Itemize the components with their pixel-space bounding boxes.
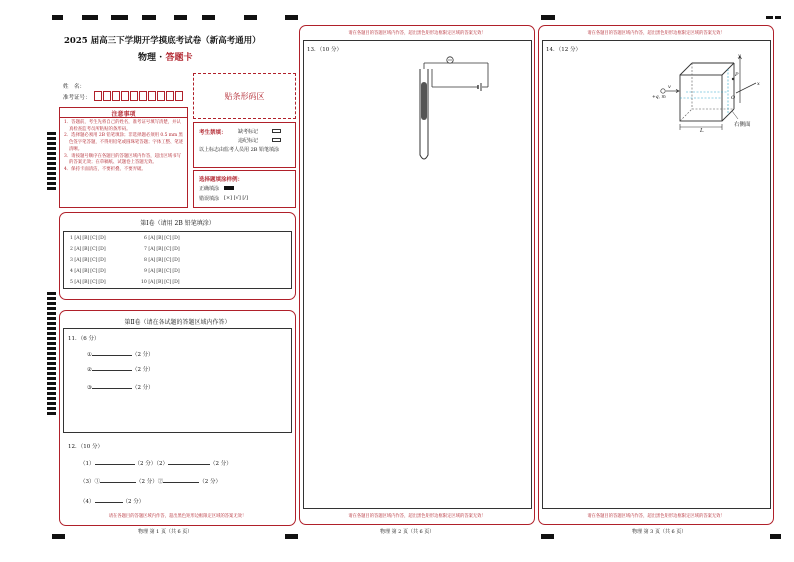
option-d[interactable]: [D]	[98, 236, 106, 241]
page1-notice: 请在各题目的答题区域内作答，超出黑色矩形边框限定区域的答案无效！	[108, 514, 247, 519]
page2-footer: 物理 第 2 页（共 6 页）	[380, 529, 435, 535]
choice-row[interactable]	[144, 269, 181, 274]
timing-mark	[47, 342, 56, 345]
option-a[interactable]: [A]	[148, 269, 156, 274]
section1-title: 第Ⅰ卷（请用 2B 铅笔填涂）	[140, 220, 215, 227]
label-l: L	[700, 128, 704, 134]
timing-mark	[47, 327, 56, 330]
title-separator: ·	[159, 53, 163, 63]
registration-mark	[52, 534, 65, 539]
correct-fill-label: 正确填涂	[199, 186, 220, 192]
id-boxes[interactable]	[94, 91, 187, 102]
timing-mark	[47, 397, 56, 400]
option-c[interactable]: [C]	[90, 247, 98, 252]
timing-mark	[47, 322, 56, 325]
notes-item: 3．请按题号顺序在各题目的答题区域内作答，超出区域书写的答案无效；在草稿纸、试题卷上答题无效。	[64, 153, 181, 166]
barcode-label: 贴条形码区	[224, 92, 265, 101]
label-qm: +q, m	[652, 95, 666, 100]
label-v: v	[668, 84, 671, 90]
label-y: y	[738, 53, 741, 59]
barcode-area	[193, 73, 296, 119]
card-name: 答题卡	[165, 53, 193, 63]
option-c[interactable]: [C]	[164, 236, 172, 241]
timing-mark	[47, 137, 56, 140]
violation-mark-box[interactable]	[272, 138, 281, 142]
fill-sample-box	[193, 170, 296, 208]
option-b[interactable]: [B]	[156, 258, 164, 263]
timing-mark	[47, 182, 56, 185]
notes-box	[59, 107, 188, 208]
choice-row[interactable]	[70, 247, 107, 252]
option-d[interactable]: [D]	[98, 280, 106, 285]
question-number: 1	[70, 236, 73, 241]
timing-mark	[47, 352, 56, 355]
q12-line-3: （4） （2 分）	[80, 499, 145, 505]
correct-fill-sample	[224, 186, 234, 190]
registration-mark	[82, 15, 98, 20]
registration-mark	[174, 15, 187, 20]
timing-mark	[47, 307, 56, 310]
question-number: 7	[144, 247, 147, 252]
answer-blank[interactable]	[92, 370, 132, 371]
q13-heading: 13．（10 分）	[307, 47, 342, 53]
x-axis	[736, 83, 756, 93]
id-digit-box[interactable]	[166, 91, 174, 101]
violation-mark-label: 违纪标记	[238, 138, 259, 144]
registration-mark	[770, 534, 781, 539]
answer-blank[interactable]	[95, 464, 135, 465]
q12-heading: 12．（10 分）	[68, 444, 103, 450]
id-digit-box[interactable]	[157, 91, 165, 101]
timing-mark	[47, 292, 56, 295]
option-a[interactable]: [A]	[74, 280, 82, 285]
timing-mark	[47, 412, 56, 415]
option-d[interactable]: [D]	[172, 258, 180, 263]
id-digit-box[interactable]	[103, 91, 111, 101]
wrong-fill-samples: [×] [√] [/]	[224, 195, 248, 201]
subject-name: 物理	[138, 53, 157, 63]
option-b[interactable]: [B]	[156, 280, 164, 285]
id-digit-box[interactable]	[148, 91, 156, 101]
choice-row[interactable]	[144, 236, 181, 241]
id-digit-box[interactable]	[112, 91, 120, 101]
answer-blank[interactable]	[95, 502, 123, 503]
name-label: 姓 名：	[63, 84, 86, 90]
choice-row[interactable]	[144, 258, 181, 263]
timing-mark	[47, 167, 56, 170]
timing-mark	[47, 142, 56, 145]
option-b[interactable]: [B]	[156, 236, 164, 241]
option-c[interactable]: [C]	[164, 280, 172, 285]
timing-mark	[47, 362, 56, 365]
page2-notice-bottom: 请在各题目的答题区域内作答，超出黑色矩形边框限定区域的答案无效！	[348, 514, 486, 519]
registration-mark	[541, 15, 555, 20]
choice-row[interactable]	[144, 247, 181, 252]
notes-list	[64, 120, 184, 174]
registration-mark	[285, 15, 298, 20]
mercury-column	[421, 82, 427, 120]
examinee-box	[193, 122, 296, 168]
timing-mark	[47, 407, 56, 410]
question-number: 3	[70, 258, 73, 263]
point-p	[732, 78, 734, 80]
q11-line-1: ① （2 分）	[87, 352, 154, 358]
question-number: 10	[141, 280, 147, 285]
id-digit-box[interactable]	[175, 91, 183, 101]
choice-row[interactable]	[141, 280, 181, 285]
id-digit-box[interactable]	[130, 91, 138, 101]
q11-line-2: ② （2 分）	[87, 367, 154, 373]
option-a[interactable]: [A]	[148, 280, 156, 285]
choice-row[interactable]	[70, 258, 107, 263]
page2-notice-top: 请在各题目的答题区域内作答，超出黑色矩形边框限定区域的答案无效！	[348, 31, 486, 36]
option-c[interactable]: [C]	[90, 269, 98, 274]
particle	[661, 89, 665, 93]
option-a[interactable]: [A]	[74, 269, 82, 274]
label-p: P	[735, 72, 739, 78]
timing-mark	[47, 332, 56, 335]
option-b[interactable]: [B]	[82, 247, 90, 252]
option-d[interactable]: [D]	[172, 269, 180, 274]
notes-item: 1．答题前，考生先将自己的姓名，准考证号填写清楚，并认真检查监考员所粘贴的条形码。	[64, 120, 181, 132]
q12-line-2: （3）① （2 分）② （2 分）	[80, 479, 222, 485]
answer-blank[interactable]	[163, 482, 199, 483]
timing-mark	[47, 157, 56, 160]
notes-item: 4．保持卡面清洁，不要折叠、不要弄破。	[64, 166, 146, 172]
option-a[interactable]: [A]	[148, 247, 156, 252]
q11-heading: 11．（6 分）	[68, 336, 100, 342]
missing-mark-box[interactable]	[272, 129, 281, 133]
registration-mark	[541, 534, 554, 539]
option-b[interactable]: [B]	[82, 258, 90, 263]
choice-row[interactable]	[70, 236, 107, 241]
registration-mark	[142, 15, 156, 20]
page1-footer: 物理 第 1 页（共 6 页）	[138, 529, 193, 535]
choice-row[interactable]	[70, 280, 107, 285]
card-title	[138, 50, 192, 63]
choice-row[interactable]	[70, 269, 107, 274]
id-digit-box[interactable]	[139, 91, 147, 101]
question-number: 8	[144, 258, 147, 263]
timing-mark	[47, 337, 56, 340]
answer-blank[interactable]	[100, 482, 136, 483]
timing-mark	[47, 387, 56, 390]
page3-footer: 物理 第 3 页（共 6 页）	[632, 529, 687, 535]
timing-mark	[47, 172, 56, 175]
registration-mark	[202, 15, 215, 20]
question-number: 4	[70, 269, 73, 274]
option-a[interactable]: [A]	[148, 258, 156, 263]
question-number: 2	[70, 247, 73, 252]
q13-diagram	[410, 55, 495, 165]
registration-mark	[52, 15, 63, 20]
timing-mark	[47, 382, 56, 385]
registration-mark	[111, 15, 128, 20]
missing-mark-label: 缺考标记	[238, 129, 259, 135]
option-b[interactable]: [B]	[82, 269, 90, 274]
timing-mark	[47, 162, 56, 165]
option-d[interactable]: [D]	[98, 269, 106, 274]
id-label: 准考证号：	[63, 95, 91, 101]
q14-heading: 14．（12 分）	[546, 47, 581, 53]
q11-area[interactable]	[63, 328, 292, 433]
answer-blank[interactable]	[92, 388, 132, 389]
option-c[interactable]: [C]	[164, 258, 172, 263]
registration-mark	[775, 16, 781, 19]
q12-line-1: （1） （2 分）（2） （2 分）	[80, 461, 232, 467]
option-c[interactable]: [C]	[90, 258, 98, 263]
timing-mark	[47, 312, 56, 315]
option-c[interactable]: [C]	[164, 269, 172, 274]
registration-mark	[244, 15, 257, 20]
label-x: x	[757, 81, 760, 87]
examinee-instruction: 以上标志由监考人员用 2B 铅笔填涂	[199, 147, 280, 153]
option-d[interactable]: [D]	[172, 236, 180, 241]
notes-title: 注意事项	[111, 111, 136, 118]
option-a[interactable]: [A]	[148, 236, 156, 241]
question-number: 9	[144, 269, 147, 274]
option-c[interactable]: [C]	[164, 247, 172, 252]
label-right-face: 右侧面	[734, 122, 751, 128]
timing-mark	[47, 377, 56, 380]
option-a[interactable]: [A]	[74, 247, 82, 252]
q11-line-3: ③ （2 分）	[87, 385, 154, 391]
registration-mark	[285, 534, 298, 539]
timing-mark	[47, 367, 56, 370]
timing-mark	[47, 297, 56, 300]
timing-mark	[47, 187, 56, 190]
label-o: O	[731, 95, 736, 101]
timing-mark	[47, 357, 56, 360]
examinee-title: 考生禁填：	[199, 130, 227, 136]
timing-mark	[47, 147, 56, 150]
answer-blank[interactable]	[92, 355, 132, 356]
exam-title: 2025 届高三下学期开学摸底考试卷（新高考通用）	[64, 36, 261, 46]
id-digit-box[interactable]	[94, 91, 102, 101]
answer-blank[interactable]	[168, 464, 210, 465]
timing-mark	[47, 392, 56, 395]
option-a[interactable]: [A]	[74, 258, 82, 263]
wrong-fill-label: 错误填涂	[199, 196, 220, 202]
name-field[interactable]	[93, 88, 188, 89]
timing-mark	[47, 317, 56, 320]
question-number: 5	[70, 280, 73, 285]
question-number: 6	[144, 236, 147, 241]
option-c[interactable]: [C]	[90, 236, 98, 241]
option-d[interactable]: [D]	[98, 258, 106, 263]
timing-mark	[47, 177, 56, 180]
id-digit-box[interactable]	[121, 91, 129, 101]
timing-mark	[47, 302, 56, 305]
timing-mark	[47, 402, 56, 405]
option-d[interactable]: [D]	[172, 280, 180, 285]
option-b[interactable]: [B]	[82, 280, 90, 285]
timing-mark	[47, 132, 56, 135]
registration-mark	[766, 16, 773, 19]
option-a[interactable]: [A]	[74, 236, 82, 241]
option-b[interactable]: [B]	[156, 269, 164, 274]
fill-sample-title: 选择题填涂样例：	[199, 177, 244, 183]
section2-title: 第Ⅱ卷（请在各试题的答题区域内作答）	[124, 319, 231, 326]
timing-mark	[47, 347, 56, 350]
option-d[interactable]: [D]	[98, 247, 106, 252]
option-d[interactable]: [D]	[172, 247, 180, 252]
page3-notice-top: 请在各题目的答题区域内作答，超出黑色矩形边框限定区域的答案无效！	[587, 31, 725, 36]
option-b[interactable]: [B]	[156, 247, 164, 252]
timing-mark	[47, 372, 56, 375]
notes-item: 2．选择题必须用 2B 铅笔填涂；非选择题必须用 0.5 mm 黑色签字笔答题，不得用铅笔或圆珠笔答题；字体工整、笔迹清晰。	[64, 133, 184, 152]
timing-mark	[47, 152, 56, 155]
page3-notice-bottom: 请在各题目的答题区域内作答，超出黑色矩形边框限定区域的答案无效！	[587, 514, 725, 519]
option-c[interactable]: [C]	[90, 280, 98, 285]
option-b[interactable]: [B]	[82, 236, 90, 241]
